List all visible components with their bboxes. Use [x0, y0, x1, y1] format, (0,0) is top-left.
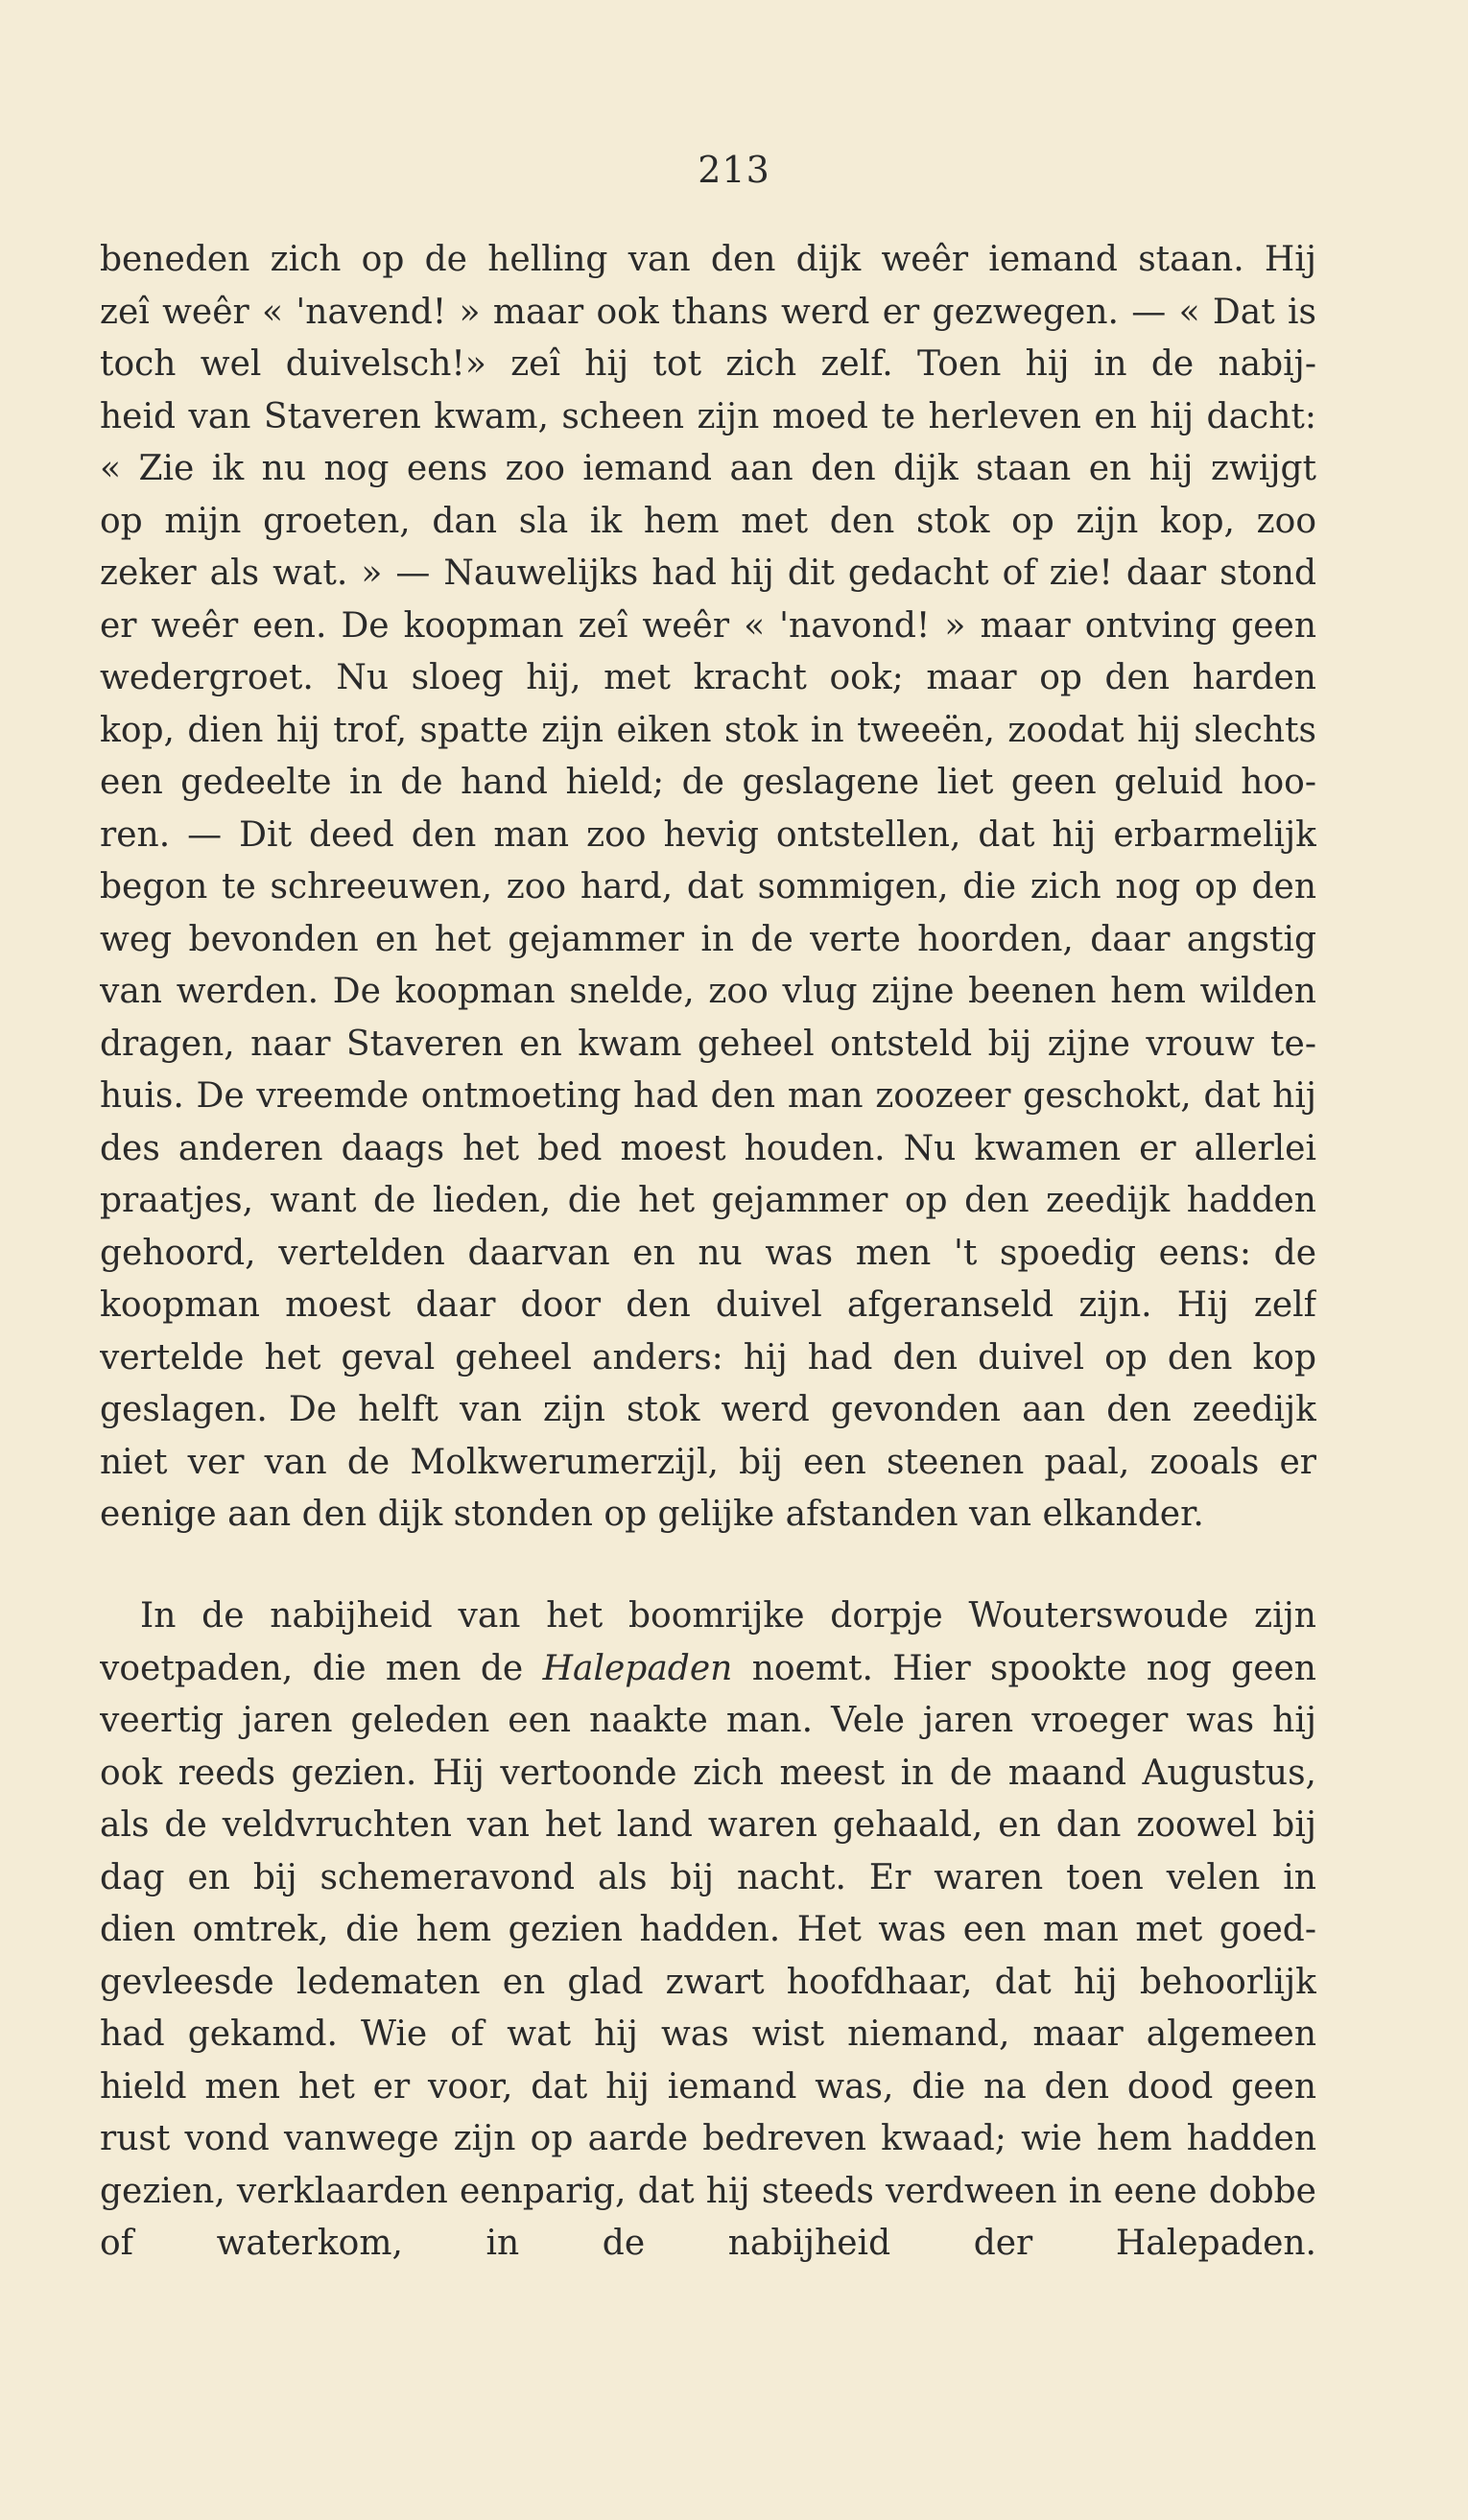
text-line: dag en bij schemeravond als bij nacht. Er waren toen velen in	[100, 1857, 1316, 1897]
text-line-with-italic	[100, 1643, 1316, 1696]
text-line: vertelde het geval geheel anders: hij had den duivel op den kop	[100, 1337, 1316, 1378]
text-line: wedergroet. Nu sloeg hij, met kracht ook; maar op den harden	[100, 658, 1316, 697]
text-line: een gedeelte in de hand hield; de geslagene liet geen geluid hoo-	[100, 763, 1316, 802]
text-line: dien omtrek, die hem gezien hadden. Het was een man met goed-	[100, 1910, 1316, 1949]
text-line	[100, 2271, 1316, 2323]
text-line: van werden. De koopman snelde, zoo vlug zijne beenen hem wilden	[100, 972, 1316, 1011]
page-number: 213	[698, 149, 770, 191]
text-line: ook reeds gezien. Hij vertoonde zich meest in de maand Augustus,	[100, 1753, 1316, 1793]
text-line: begon te schreeuwen, zoo hard, dat sommigen, die zich nog op den	[100, 867, 1316, 907]
text-line: gehoord, vertelden daarvan en nu was men 't spoedig eens: de	[100, 1233, 1316, 1273]
text-line: eenige aan den dijk stonden op gelijke afstanden van elkander.	[100, 1495, 1204, 1534]
text-line: niet ver van de Molkwerumerzijl, bij een steenen paal, zooals er	[100, 1442, 1316, 1482]
text-line: huis. De vreemde ontmoeting had den man zoozeer geschokt, dat hij	[100, 1076, 1316, 1116]
text-line: koopman moest daar door den duivel afgeranseld zijn. Hij zelf	[100, 1285, 1316, 1325]
text-line: rust vond vanwege zijn op aarde bedreven kwaad; wie hem hadden	[100, 2119, 1316, 2158]
paragraph-2	[100, 1590, 1316, 2322]
text-segment: voetpaden, die men de	[100, 1648, 524, 1688]
text-line: of waterkom, in de nabijheid der Halepaden.	[100, 2224, 1316, 2263]
text-line: kop, dien hij trof, spatte zijn eiken stok in tweeën, zoodat hij slechts	[100, 710, 1316, 750]
text-line: des anderen daags het bed moest houden. Nu kwamen er allerlei	[100, 1128, 1316, 1168]
text-line: veertig jaren geleden een naakte man. Vele jaren vroeger was hij	[100, 1701, 1316, 1740]
text-line: gezien, verklaarden eenparig, dat hij steeds verdween in eene dobbe	[100, 2171, 1316, 2211]
text-line: gevleesde ledematen en glad zwart hoofdhaar, dat hij behoorlijk	[100, 1962, 1316, 2002]
text-line: zeî weêr « 'navend! » maar ook thans werd er gezwegen. — « Dat is	[100, 292, 1316, 332]
text-line: ren. — Dit deed den man zoo hevig ontstellen, dat hij erbarmelijk	[100, 814, 1316, 855]
italic-place-name: Halepaden	[542, 1648, 733, 1688]
text-line: dragen, naar Staveren en kwam geheel ontsteld bij zijne vrouw te-	[100, 1024, 1316, 1064]
text-line: op mijn groeten, dan sla ik hem met den stok op zijn kop, zoo	[100, 501, 1316, 541]
text-line: geslagen. De helft van zijn stok werd gevonden aan den zeedijk	[100, 1390, 1316, 1429]
text-line: hield men het er voor, dat hij iemand was, die na den dood geen	[100, 2066, 1316, 2107]
text-line: zeker als wat. » — Nauwelijks had hij dit gedacht of zie! daar stond	[100, 553, 1316, 593]
text-line: toch wel duivelsch!» zeî hij tot zich zelf. Toen hij in de nabij-	[100, 344, 1316, 384]
paragraph-1	[100, 234, 1316, 1542]
text-line: heid van Staveren kwam, scheen zijn moed te herleven en hij dacht:	[100, 396, 1316, 436]
text-line: weg bevonden en het gejammer in de verte hoorden, daar angstig	[100, 919, 1316, 959]
text-line: beneden zich op de helling van den dijk weêr iemand staan. Hij	[100, 240, 1316, 279]
text-line: « Zie ik nu nog eens zoo iemand aan den dijk staan en hij zwijgt	[100, 449, 1316, 488]
text-line: had gekamd. Wie of wat hij was wist niemand, maar algemeen	[100, 2014, 1316, 2054]
text-line: als de veldvruchten van het land waren gehaald, en dan zoowel bij	[100, 1805, 1316, 1845]
text-line: In de nabijheid van het boomrijke dorpje Wouterswoude zijn	[140, 1596, 1316, 1636]
text-line: praatjes, want de lieden, die het gejammer op den zeedijk hadden	[100, 1181, 1316, 1220]
text-segment: noemt. Hier spookte nog geen	[751, 1648, 1316, 1688]
text-line: er weêr een. De koopman zeî weêr « 'navond! » maar ontving geen	[100, 605, 1316, 646]
